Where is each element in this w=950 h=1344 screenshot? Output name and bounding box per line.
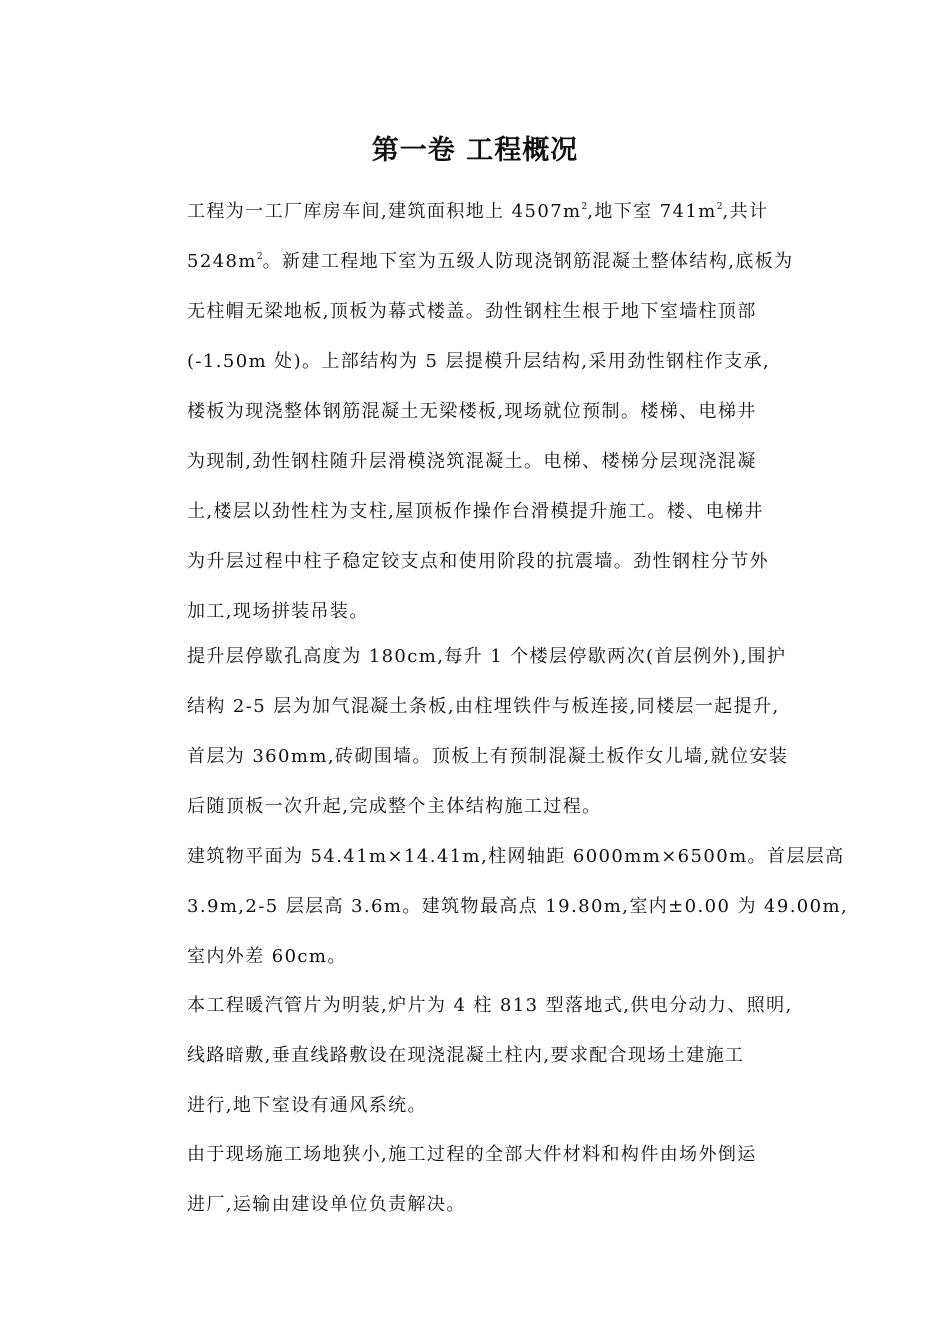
- text-line: [187, 437, 794, 487]
- text-line: [187, 237, 794, 287]
- text-line: [187, 587, 794, 637]
- text-line: [187, 782, 788, 832]
- text-line: [187, 682, 788, 732]
- text-segment: 本工程暖汽管片为明装,炉片为 4 柱 813 型落地式,供电分动力、照明,: [187, 995, 793, 1016]
- text-segment: 进行,地下室设有通风系统。: [187, 1095, 427, 1116]
- text-segment: 线路暗敷,垂直线路敷设在现浇混凝土柱内,要求配合现场土建施工: [187, 1045, 745, 1066]
- text-segment: 进厂,运输由建设单位负责解决。: [187, 1194, 466, 1215]
- text-segment: 楼板为现浇整体钢筋混凝土无梁楼板,现场就位预制。楼梯、电梯井: [187, 401, 757, 422]
- text-segment: 土,楼层以劲性柱为支柱,屋顶板作操作台滑模提升施工。楼、电梯井: [187, 501, 764, 522]
- text-segment: 结构 2-5 层为加气混凝土条板,由柱埋铁件与板连接,同楼层一起提升,: [187, 696, 780, 717]
- text-segment: 室内外差 60cm。: [187, 946, 347, 967]
- text-line: [187, 187, 794, 237]
- superscript-text: 2: [256, 252, 263, 262]
- text-segment: 为现制,劲性钢柱随升层滑模浇筑混凝土。电梯、楼梯分层现浇混凝: [187, 451, 757, 472]
- document-title: 第一卷 工程概况: [371, 135, 579, 166]
- text-line: [187, 1031, 793, 1081]
- paragraph-project-overview: [187, 187, 794, 637]
- text-segment: (-1.50m 处)。上部结构为 5 层提模升层结构,采用劲性钢柱作支承,: [187, 351, 771, 372]
- text-line: [187, 632, 788, 682]
- paragraph-building-dimensions: [187, 832, 848, 982]
- text-segment: 提升层停歇孔高度为 180cm,每升 1 个楼层停歇两次(首层例外),围护: [187, 646, 787, 667]
- paragraph-mechanical-electrical: [187, 981, 793, 1131]
- text-segment: ,共计: [722, 201, 769, 222]
- text-segment: 工程为一工厂库房车间,建筑面积地上 4507m: [187, 201, 582, 222]
- text-line: [187, 337, 794, 387]
- text-segment: 加工,现场拼装吊装。: [187, 601, 369, 622]
- text-line: [187, 732, 788, 782]
- text-line: [187, 981, 793, 1031]
- text-segment: 无柱帽无梁地板,顶板为幕式楼盖。劲性钢柱生根于地下室墙柱顶部: [187, 301, 757, 322]
- text-line: [187, 1081, 793, 1131]
- text-line: [187, 1130, 757, 1180]
- text-segment: ,地下室 741m: [587, 201, 717, 222]
- superscript-text: 2: [716, 202, 723, 212]
- text-line: [187, 487, 794, 537]
- text-line: [187, 832, 848, 882]
- text-segment: 5248m: [187, 251, 257, 272]
- superscript-text: 2: [581, 202, 588, 212]
- text-segment: 。新建工程地下室为五级人防现浇钢筋混凝土整体结构,底板为: [262, 251, 794, 272]
- text-line: [187, 882, 848, 932]
- text-segment: 3.9m,2-5 层层高 3.6m。建筑物最高点 19.80m,室内±0.00 为 49.00m,: [187, 896, 849, 917]
- text-line: [187, 932, 848, 982]
- text-segment: 首层为 360mm,砖砌围墙。顶板上有预制混凝土板作女儿墙,就位安装: [187, 746, 789, 767]
- text-segment: 为升层过程中柱子稳定铰支点和使用阶段的抗震墙。劲性钢柱分节外: [187, 551, 769, 572]
- text-segment: 后随顶板一次升起,完成整个主体结构施工过程。: [187, 796, 602, 817]
- text-segment: 建筑物平面为 54.41m×14.41m,柱网轴距 6000mm×6500m。首层层高: [187, 846, 845, 867]
- text-line: [187, 1180, 757, 1230]
- paragraph-lifting-process: [187, 632, 788, 832]
- text-segment: 由于现场施工场地狭小,施工过程的全部大件材料和构件由场外倒运: [187, 1144, 757, 1165]
- text-line: [187, 387, 794, 437]
- paragraph-site-logistics: [187, 1130, 757, 1230]
- text-line: [187, 287, 794, 337]
- text-line: [187, 537, 794, 587]
